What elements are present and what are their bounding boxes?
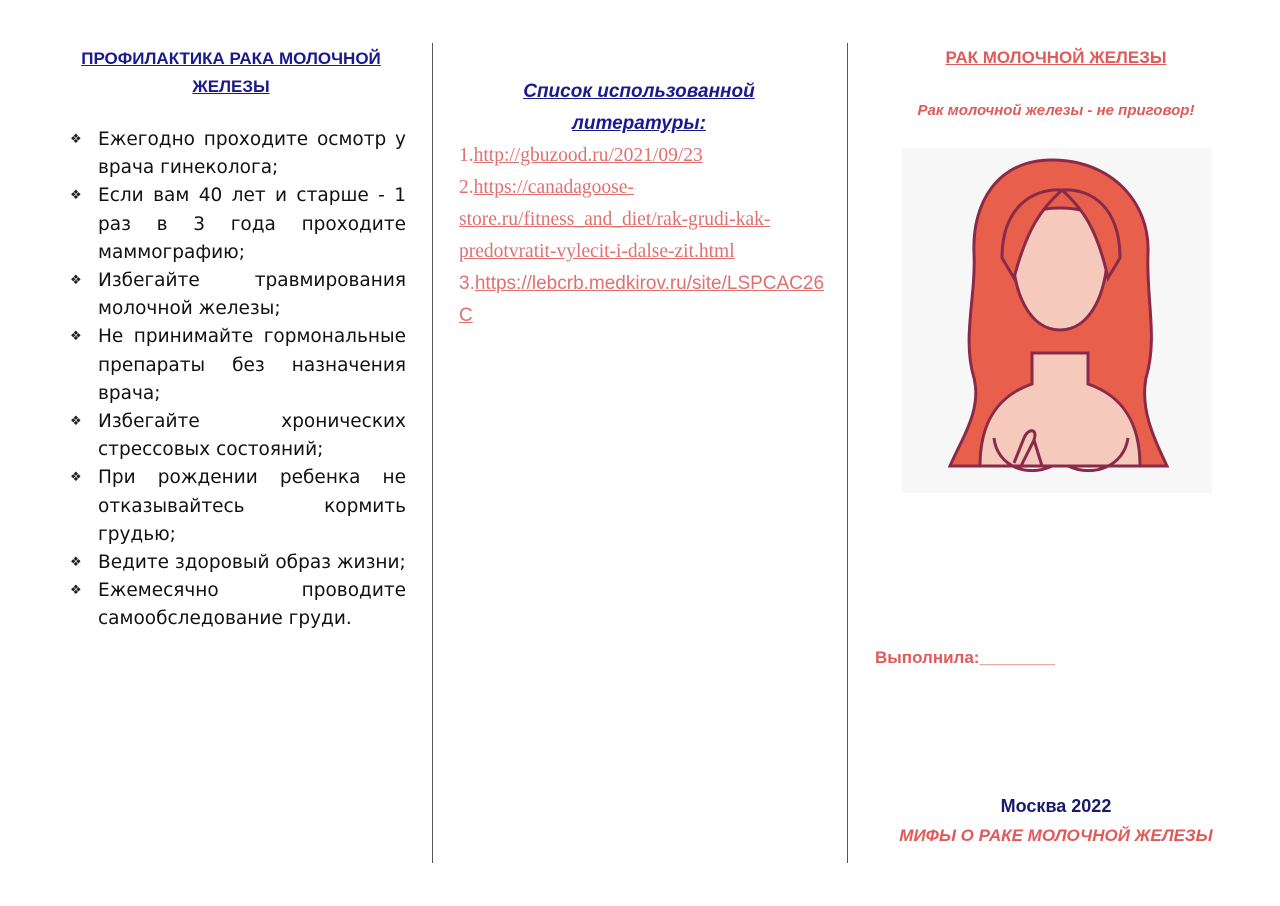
diamond-bullet-icon: ❖ (70, 132, 82, 147)
woman-awareness-ribbon-illustration (902, 148, 1212, 493)
tip-text: Не принимайте гормональные препараты без назначения врача; (98, 326, 406, 404)
list-item (56, 323, 406, 408)
author-field: Выполнила:________ (875, 648, 1056, 667)
list-item (56, 126, 406, 182)
tip-text: Избегайте хронических стрессовых состояний; (98, 411, 406, 461)
reference-item (459, 140, 831, 172)
reference-number: 2. (459, 177, 474, 198)
prevention-column (56, 0, 406, 906)
diamond-bullet-icon: ❖ (70, 329, 82, 345)
list-item (56, 267, 406, 323)
references-title: Список использованной литературы: (523, 81, 755, 134)
prevention-list (56, 126, 406, 634)
diamond-bullet-icon: ❖ (70, 414, 82, 430)
tip-text: Если вам 40 лет и старше - 1 раз в 3 года проходите маммографию; (98, 185, 406, 263)
myths-title: МИФЫ О РАКЕ МОЛОЧНОЙ ЖЕЛЕЗЫ (899, 826, 1213, 845)
prevention-title: ПРОФИЛАКТИКА РАКА МОЛОЧНОЙ ЖЕЛЕЗЫ (81, 49, 381, 96)
tip-text: Ежегодно проходите осмотр у врача гинеколога; (98, 129, 406, 179)
cover-title: РАК МОЛОЧНОЙ ЖЕЛЕЗЫ (945, 48, 1167, 67)
references-list (459, 140, 831, 332)
list-item (56, 464, 406, 549)
reference-link[interactable]: https://canadagoose-store.ru/fitness_and_diet/rak-grudi-kak-predotvratit-vylecit-i-dalse-zit.html (459, 177, 771, 262)
reference-link[interactable]: http://gbuzood.ru/2021/09/23 (473, 145, 703, 166)
diamond-bullet-icon: ❖ (70, 555, 82, 571)
reference-link[interactable]: https://lebcrb.medkirov.ru/site/LSPCAC26C (459, 273, 825, 326)
list-item (56, 549, 406, 577)
reference-number: 1. (459, 145, 474, 166)
diamond-bullet-icon: ❖ (70, 470, 82, 486)
tip-text: Ведите здоровый образ жизни; (98, 552, 406, 574)
diamond-bullet-icon: ❖ (70, 188, 82, 204)
list-item (56, 577, 406, 633)
diamond-bullet-icon: ❖ (70, 583, 82, 599)
reference-number: 3. (459, 273, 475, 294)
tip-text: Избегайте травмирования молочной железы; (98, 270, 406, 320)
list-item (56, 182, 406, 267)
tip-text: Ежемесячно проводите самообследование груди. (98, 580, 406, 630)
references-column (459, 0, 831, 906)
column-divider (847, 43, 848, 863)
city-year: Москва 2022 (1000, 796, 1112, 816)
column-divider (432, 43, 433, 863)
cover-subtitle: Рак молочной железы - не приговор! (917, 102, 1195, 119)
reference-item (459, 268, 831, 332)
tip-text: При рождении ребенка не отказывайтесь кормить грудью; (98, 467, 406, 545)
reference-item (459, 172, 831, 268)
diamond-bullet-icon: ❖ (70, 273, 82, 289)
cover-column (866, 0, 1246, 906)
list-item (56, 408, 406, 464)
